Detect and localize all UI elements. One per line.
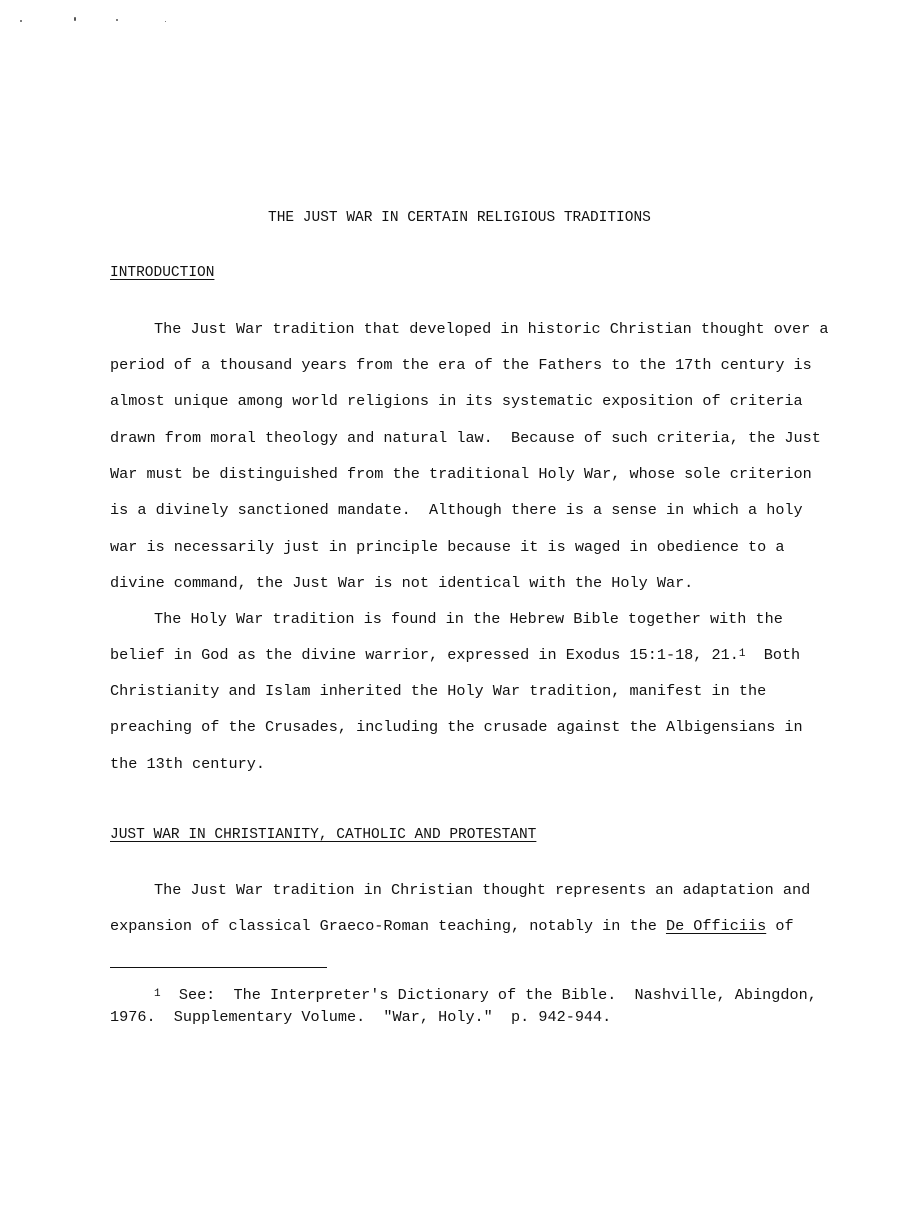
section-heading-introduction: INTRODUCTION xyxy=(110,265,215,281)
text-line: almost unique among world religions in its systematic exposition of criteria xyxy=(110,392,803,410)
text-line: period of a thousand years from the era of the Fathers to the 17th century is xyxy=(110,356,812,374)
footnote-reference: 1 xyxy=(738,648,746,660)
text-span: of xyxy=(766,917,794,935)
text-line: The Holy War tradition is found in the Hebrew Bible together with the xyxy=(154,610,783,628)
text-line: The Just War tradition in Christian thought represents an adaptation and xyxy=(154,881,811,899)
scan-speck xyxy=(116,19,118,21)
footnote-divider xyxy=(110,967,327,968)
text-line-with-title xyxy=(110,917,794,935)
text-line: The Just War tradition that developed in historic Christian thought over a xyxy=(154,320,829,338)
scan-speck xyxy=(165,21,166,22)
text-line: preaching of the Crusades, including the crusade against the Albigensians in xyxy=(110,718,803,736)
footnote-text: See: The Interpreter's Dictionary of the Bible. Nashville, Abingdon, xyxy=(178,986,817,1004)
footnote-number: 1 xyxy=(154,988,161,1000)
text-span: expansion of classical Graeco-Roman teaching, notably in the xyxy=(110,917,666,935)
text-span: Both xyxy=(745,646,801,664)
text-line: Christianity and Islam inherited the Holy War tradition, manifest in the xyxy=(110,682,767,700)
text-line: drawn from moral theology and natural law. Because of such criteria, the Just xyxy=(110,429,821,447)
text-line: War must be distinguished from the traditional Holy War, whose sole criterion xyxy=(110,465,812,483)
text-line: is a divinely sanctioned mandate. Although there is a sense in which a holy xyxy=(110,501,803,519)
text-span: belief in God as the divine warrior, expressed in Exodus 15:1-18, 21. xyxy=(110,646,739,664)
page-title: THE JUST WAR IN CERTAIN RELIGIOUS TRADITIONS xyxy=(268,210,651,226)
scan-speck xyxy=(20,20,22,22)
text-line-with-footnote xyxy=(110,646,800,666)
text-line: war is necessarily just in principle because it is waged in obedience to a xyxy=(110,538,785,556)
work-title: De Officiis xyxy=(665,917,767,935)
scan-speck xyxy=(74,17,76,21)
text-line: the 13th century. xyxy=(110,755,265,773)
section-heading-just-war-christianity: JUST WAR IN CHRISTIANITY, CATHOLIC AND PROTESTANT xyxy=(110,827,537,843)
footnote-line: 1976. Supplementary Volume. "War, Holy." p. 942-944. xyxy=(110,1008,612,1026)
text-line: divine command, the Just War is not identical with the Holy War. xyxy=(110,574,694,592)
footnote-line xyxy=(154,986,817,1006)
